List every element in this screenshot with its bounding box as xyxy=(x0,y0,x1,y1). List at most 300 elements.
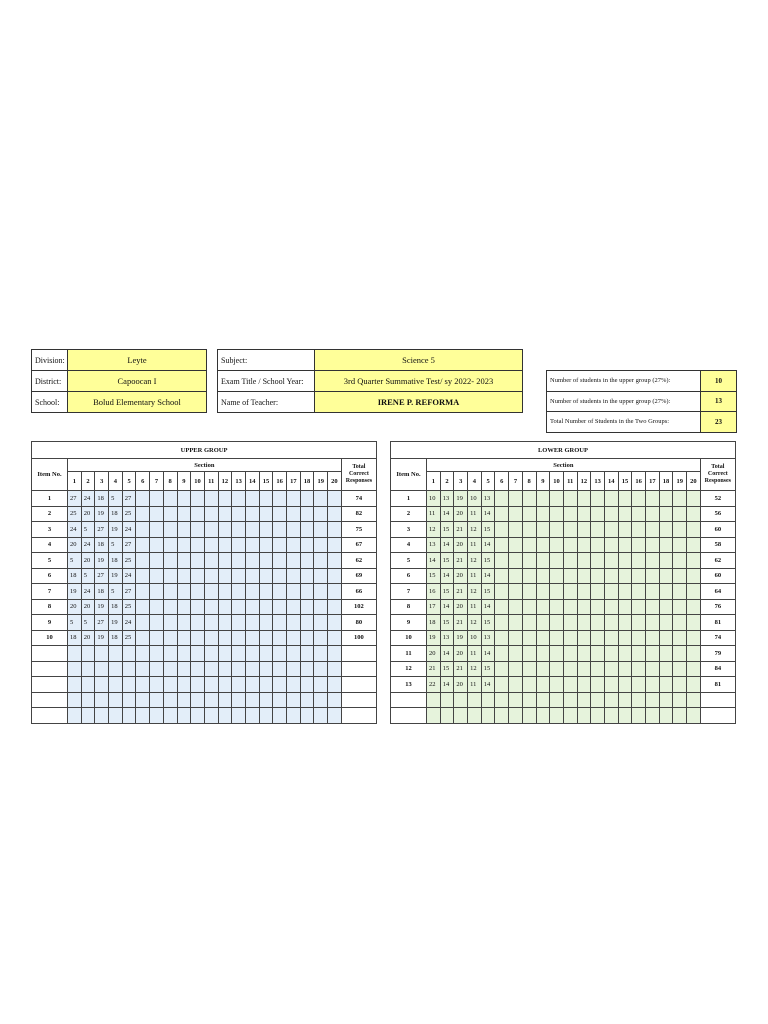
lower-score-cell xyxy=(563,522,577,538)
lower-score-cell xyxy=(577,646,591,662)
lower-score-cell xyxy=(632,661,646,677)
upper-score-cell xyxy=(300,522,314,538)
lower-score-cell xyxy=(550,599,564,615)
lower-item-number: 9 xyxy=(391,615,427,631)
upper-score-cell xyxy=(273,522,287,538)
lower-score-cell xyxy=(563,630,577,646)
upper-score-cell xyxy=(287,537,301,553)
lower-score-cell xyxy=(577,630,591,646)
upper-section-number: 10 xyxy=(191,472,205,491)
upper-score-cell: 20 xyxy=(68,599,82,615)
upper-total-cell: 69 xyxy=(341,568,376,584)
upper-item-number xyxy=(32,646,68,662)
upper-score-cell: 24 xyxy=(122,568,136,584)
division-row xyxy=(32,350,207,371)
lower-score-cell xyxy=(522,568,536,584)
upper-score-cell xyxy=(136,537,150,553)
upper-total-cell: 75 xyxy=(341,522,376,538)
upper-total-cell: 74 xyxy=(341,491,376,507)
upper-score-cell xyxy=(218,708,232,724)
lower-score-cell xyxy=(632,615,646,631)
upper-score-cell xyxy=(245,615,259,631)
upper-score-cell xyxy=(204,599,218,615)
lower-score-cell: 15 xyxy=(440,661,454,677)
upper-score-cell xyxy=(68,708,82,724)
upper-section-number: 20 xyxy=(328,472,342,491)
upper-score-cell xyxy=(122,646,136,662)
upper-score-cell: 27 xyxy=(122,584,136,600)
lower-section-number: 11 xyxy=(563,472,577,491)
upper-score-cell xyxy=(191,491,205,507)
lower-score-cell: 15 xyxy=(440,522,454,538)
upper-score-cell xyxy=(314,630,328,646)
upper-score-cell xyxy=(177,692,191,708)
lower-score-cell xyxy=(687,506,701,522)
upper-item-number: 7 xyxy=(32,584,68,600)
upper-score-cell xyxy=(163,708,177,724)
lower-score-cell xyxy=(509,615,523,631)
lower-score-cell xyxy=(659,553,673,569)
lower-score-cell xyxy=(509,553,523,569)
upper-score-cell xyxy=(204,491,218,507)
lower-score-cell xyxy=(536,661,550,677)
upper-item-number xyxy=(32,692,68,708)
lower-score-cell xyxy=(646,599,660,615)
lower-score-cell xyxy=(495,537,509,553)
upper-table-row xyxy=(32,568,377,584)
lower-score-cell xyxy=(687,630,701,646)
upper-total-cell: 62 xyxy=(341,553,376,569)
upper-score-cell xyxy=(81,677,95,693)
upper-score-cell xyxy=(314,491,328,507)
upper-score-cell xyxy=(150,708,164,724)
upper-score-cell xyxy=(204,677,218,693)
upper-score-cell xyxy=(177,599,191,615)
lower-table-row xyxy=(391,522,736,538)
lower-score-cell xyxy=(591,537,605,553)
lower-total-header: Total Correct Responses xyxy=(700,459,735,491)
lower-count-value: 13 xyxy=(701,391,737,412)
lower-score-cell xyxy=(536,568,550,584)
lower-table-row xyxy=(391,506,736,522)
school-row xyxy=(32,392,207,413)
lower-score-cell xyxy=(536,491,550,507)
upper-score-cell xyxy=(177,491,191,507)
lower-score-cell: 12 xyxy=(468,615,482,631)
upper-score-cell xyxy=(273,506,287,522)
lower-score-cell xyxy=(673,708,687,724)
upper-section-number: 2 xyxy=(81,472,95,491)
upper-score-cell xyxy=(259,491,273,507)
lower-score-cell xyxy=(687,491,701,507)
lower-score-cell xyxy=(604,553,618,569)
upper-score-cell: 20 xyxy=(81,630,95,646)
upper-score-cell xyxy=(273,708,287,724)
lower-total-cell: 84 xyxy=(700,661,735,677)
lower-score-cell xyxy=(687,599,701,615)
lower-score-cell xyxy=(495,584,509,600)
lower-score-cell xyxy=(604,537,618,553)
lower-score-cell xyxy=(495,661,509,677)
lower-score-cell xyxy=(495,646,509,662)
lower-item-number: 1 xyxy=(391,491,427,507)
teacher-row xyxy=(218,392,523,413)
upper-total-cell: 66 xyxy=(341,584,376,600)
subject-row xyxy=(218,350,523,371)
upper-table-row xyxy=(32,630,377,646)
upper-score-cell: 27 xyxy=(95,615,109,631)
upper-score-cell xyxy=(218,491,232,507)
lower-score-cell xyxy=(632,630,646,646)
upper-score-cell xyxy=(273,661,287,677)
upper-score-cell: 24 xyxy=(122,522,136,538)
upper-score-cell xyxy=(273,692,287,708)
lower-score-cell xyxy=(673,584,687,600)
upper-score-cell xyxy=(287,553,301,569)
upper-score-cell xyxy=(232,537,246,553)
upper-score-cell xyxy=(136,584,150,600)
upper-score-cell xyxy=(68,646,82,662)
upper-item-number xyxy=(32,708,68,724)
lower-score-cell xyxy=(495,522,509,538)
upper-score-cell xyxy=(232,522,246,538)
upper-score-cell xyxy=(150,491,164,507)
lower-score-cell xyxy=(632,692,646,708)
upper-score-cell xyxy=(232,661,246,677)
lower-score-cell xyxy=(481,692,495,708)
lower-table-row xyxy=(391,677,736,693)
lower-score-cell: 20 xyxy=(454,537,468,553)
upper-section-number: 12 xyxy=(218,472,232,491)
upper-score-cell xyxy=(163,661,177,677)
lower-item-header: Item No. xyxy=(391,459,427,491)
lower-score-cell xyxy=(673,677,687,693)
lower-score-cell xyxy=(427,692,441,708)
upper-score-cell xyxy=(218,584,232,600)
upper-score-cell xyxy=(259,584,273,600)
upper-score-cell xyxy=(163,584,177,600)
upper-score-cell xyxy=(150,646,164,662)
upper-score-cell xyxy=(191,630,205,646)
lower-score-cell xyxy=(604,491,618,507)
lower-total-cell: 52 xyxy=(700,491,735,507)
upper-score-cell xyxy=(177,615,191,631)
lower-score-cell: 21 xyxy=(454,522,468,538)
lower-count-row xyxy=(547,391,737,412)
lower-score-cell: 21 xyxy=(454,661,468,677)
upper-score-cell: 5 xyxy=(81,522,95,538)
lower-score-cell xyxy=(440,708,454,724)
lower-score-cell: 10 xyxy=(468,491,482,507)
upper-score-cell xyxy=(191,537,205,553)
lower-score-cell xyxy=(577,522,591,538)
lower-group-table xyxy=(390,441,736,724)
lower-total-cell: 60 xyxy=(700,568,735,584)
upper-score-cell xyxy=(245,568,259,584)
upper-score-cell: 24 xyxy=(81,537,95,553)
info-middle-table xyxy=(217,349,523,413)
upper-score-cell xyxy=(245,584,259,600)
upper-score-cell xyxy=(259,599,273,615)
upper-score-cell xyxy=(287,615,301,631)
upper-score-cell xyxy=(177,646,191,662)
upper-score-cell xyxy=(287,646,301,662)
lower-score-cell xyxy=(673,692,687,708)
lower-item-number: 3 xyxy=(391,522,427,538)
lower-score-cell xyxy=(618,491,632,507)
upper-score-cell xyxy=(300,661,314,677)
lower-score-cell: 11 xyxy=(468,677,482,693)
lower-score-cell xyxy=(659,599,673,615)
upper-score-cell xyxy=(287,661,301,677)
lower-section-number: 1 xyxy=(427,472,441,491)
lower-score-cell xyxy=(509,599,523,615)
upper-section-number: 11 xyxy=(204,472,218,491)
upper-score-cell xyxy=(109,708,123,724)
lower-score-cell xyxy=(632,568,646,584)
lower-score-cell xyxy=(618,692,632,708)
lower-score-cell: 15 xyxy=(481,615,495,631)
lower-score-cell xyxy=(522,646,536,662)
lower-table-row xyxy=(391,599,736,615)
upper-score-cell xyxy=(163,692,177,708)
district-label: District: xyxy=(32,371,68,392)
lower-section-number: 7 xyxy=(509,472,523,491)
lower-score-cell xyxy=(563,646,577,662)
upper-score-cell: 24 xyxy=(81,491,95,507)
upper-score-cell xyxy=(273,646,287,662)
upper-score-cell xyxy=(150,661,164,677)
upper-score-cell xyxy=(150,522,164,538)
lower-score-cell xyxy=(659,646,673,662)
lower-score-cell xyxy=(509,522,523,538)
upper-score-cell xyxy=(136,491,150,507)
upper-table-row xyxy=(32,708,377,724)
upper-score-cell xyxy=(287,677,301,693)
lower-score-cell xyxy=(536,677,550,693)
teacher-value: IRENE P. REFORMA xyxy=(315,392,523,413)
lower-score-cell: 12 xyxy=(427,522,441,538)
upper-score-cell xyxy=(68,677,82,693)
lower-score-cell: 14 xyxy=(481,677,495,693)
lower-score-cell xyxy=(591,553,605,569)
lower-score-cell xyxy=(659,677,673,693)
upper-score-cell xyxy=(232,646,246,662)
lower-item-number xyxy=(391,708,427,724)
lower-score-cell: 13 xyxy=(427,537,441,553)
upper-score-cell xyxy=(300,692,314,708)
upper-score-cell xyxy=(136,599,150,615)
lower-score-cell xyxy=(536,584,550,600)
upper-score-cell xyxy=(191,568,205,584)
upper-score-cell xyxy=(328,522,342,538)
upper-score-cell xyxy=(328,553,342,569)
lower-score-cell xyxy=(577,553,591,569)
lower-section-number: 17 xyxy=(646,472,660,491)
lower-score-cell xyxy=(687,584,701,600)
upper-score-cell xyxy=(259,630,273,646)
upper-score-cell xyxy=(245,661,259,677)
upper-score-cell xyxy=(287,491,301,507)
lower-item-number: 2 xyxy=(391,506,427,522)
lower-section-number: 8 xyxy=(522,472,536,491)
upper-score-cell xyxy=(245,537,259,553)
upper-score-cell xyxy=(191,506,205,522)
upper-score-cell xyxy=(245,506,259,522)
upper-score-cell xyxy=(109,661,123,677)
upper-score-cell xyxy=(150,677,164,693)
upper-score-cell xyxy=(218,615,232,631)
upper-score-cell xyxy=(273,615,287,631)
upper-section-number: 13 xyxy=(232,472,246,491)
upper-score-cell: 18 xyxy=(95,584,109,600)
lower-section-number: 9 xyxy=(536,472,550,491)
lower-score-cell xyxy=(536,599,550,615)
upper-score-cell xyxy=(314,646,328,662)
lower-section-number: 14 xyxy=(604,472,618,491)
lower-score-cell xyxy=(618,506,632,522)
lower-score-cell xyxy=(536,708,550,724)
lower-score-cell: 10 xyxy=(427,491,441,507)
upper-score-cell xyxy=(136,615,150,631)
upper-score-cell xyxy=(273,677,287,693)
lower-score-cell xyxy=(509,537,523,553)
upper-score-cell xyxy=(273,568,287,584)
upper-score-cell xyxy=(287,506,301,522)
upper-score-cell xyxy=(95,677,109,693)
upper-score-cell xyxy=(259,708,273,724)
upper-score-cell xyxy=(287,692,301,708)
lower-score-cell xyxy=(536,646,550,662)
lower-score-cell xyxy=(522,677,536,693)
upper-score-cell xyxy=(204,615,218,631)
upper-score-cell xyxy=(287,568,301,584)
upper-score-cell xyxy=(328,584,342,600)
lower-score-cell xyxy=(577,692,591,708)
lower-item-number: 13 xyxy=(391,677,427,693)
upper-score-cell xyxy=(109,646,123,662)
upper-score-cell: 20 xyxy=(68,537,82,553)
lower-score-cell xyxy=(646,630,660,646)
lower-score-cell xyxy=(618,584,632,600)
upper-score-cell xyxy=(218,692,232,708)
upper-score-cell xyxy=(232,708,246,724)
upper-item-number: 5 xyxy=(32,553,68,569)
upper-section-number: 14 xyxy=(245,472,259,491)
upper-score-cell xyxy=(328,661,342,677)
lower-score-cell xyxy=(687,708,701,724)
lower-score-cell: 21 xyxy=(427,661,441,677)
stats-table xyxy=(546,370,737,433)
lower-score-cell xyxy=(536,630,550,646)
upper-score-cell: 27 xyxy=(122,537,136,553)
lower-score-cell xyxy=(550,661,564,677)
lower-score-cell xyxy=(673,630,687,646)
lower-score-cell xyxy=(618,708,632,724)
upper-total-cell xyxy=(341,646,376,662)
lower-score-cell xyxy=(550,630,564,646)
lower-score-cell xyxy=(687,646,701,662)
lower-score-cell: 22 xyxy=(427,677,441,693)
lower-score-cell: 14 xyxy=(440,568,454,584)
upper-score-cell xyxy=(191,615,205,631)
upper-section-number: 17 xyxy=(287,472,301,491)
upper-score-cell xyxy=(328,677,342,693)
upper-score-cell xyxy=(163,677,177,693)
lower-score-cell xyxy=(618,522,632,538)
upper-total-cell: 67 xyxy=(341,537,376,553)
upper-table-row xyxy=(32,522,377,538)
upper-score-cell xyxy=(300,615,314,631)
lower-score-cell xyxy=(509,506,523,522)
lower-score-cell xyxy=(618,568,632,584)
upper-score-cell xyxy=(136,553,150,569)
lower-score-cell: 15 xyxy=(481,584,495,600)
upper-score-cell xyxy=(218,599,232,615)
subject-value: Science 5 xyxy=(315,350,523,371)
lower-score-cell: 20 xyxy=(427,646,441,662)
upper-score-cell xyxy=(204,708,218,724)
upper-total-cell: 100 xyxy=(341,630,376,646)
lower-score-cell xyxy=(618,537,632,553)
lower-score-cell: 15 xyxy=(440,553,454,569)
lower-score-cell xyxy=(591,491,605,507)
lower-score-cell xyxy=(550,522,564,538)
upper-score-cell xyxy=(150,584,164,600)
upper-score-cell: 27 xyxy=(122,491,136,507)
upper-total-cell: 80 xyxy=(341,615,376,631)
upper-score-cell: 19 xyxy=(95,506,109,522)
lower-score-cell xyxy=(687,677,701,693)
upper-score-cell xyxy=(218,506,232,522)
upper-score-cell xyxy=(191,661,205,677)
lower-score-cell xyxy=(604,599,618,615)
info-left-table xyxy=(31,349,207,413)
lower-score-cell: 11 xyxy=(468,646,482,662)
upper-score-cell xyxy=(259,615,273,631)
lower-score-cell xyxy=(591,661,605,677)
upper-score-cell xyxy=(136,522,150,538)
lower-section-number: 2 xyxy=(440,472,454,491)
upper-score-cell xyxy=(163,630,177,646)
lower-table-row xyxy=(391,568,736,584)
lower-score-cell xyxy=(550,491,564,507)
lower-score-cell xyxy=(604,568,618,584)
upper-score-cell xyxy=(300,599,314,615)
lower-score-cell: 14 xyxy=(440,646,454,662)
lower-score-cell xyxy=(522,553,536,569)
lower-score-cell xyxy=(687,537,701,553)
upper-score-cell: 18 xyxy=(109,506,123,522)
lower-score-cell xyxy=(618,677,632,693)
lower-score-cell xyxy=(591,506,605,522)
upper-score-cell xyxy=(328,630,342,646)
lower-score-cell xyxy=(687,568,701,584)
upper-item-number: 8 xyxy=(32,599,68,615)
upper-score-cell xyxy=(259,568,273,584)
lower-score-cell xyxy=(673,537,687,553)
lower-score-cell xyxy=(495,553,509,569)
upper-item-number: 10 xyxy=(32,630,68,646)
lower-score-cell xyxy=(659,615,673,631)
lower-score-cell xyxy=(687,615,701,631)
upper-section-number: 4 xyxy=(109,472,123,491)
upper-score-cell xyxy=(314,522,328,538)
lower-score-cell xyxy=(536,537,550,553)
lower-score-cell xyxy=(495,630,509,646)
lower-score-cell xyxy=(509,661,523,677)
upper-score-cell xyxy=(328,537,342,553)
